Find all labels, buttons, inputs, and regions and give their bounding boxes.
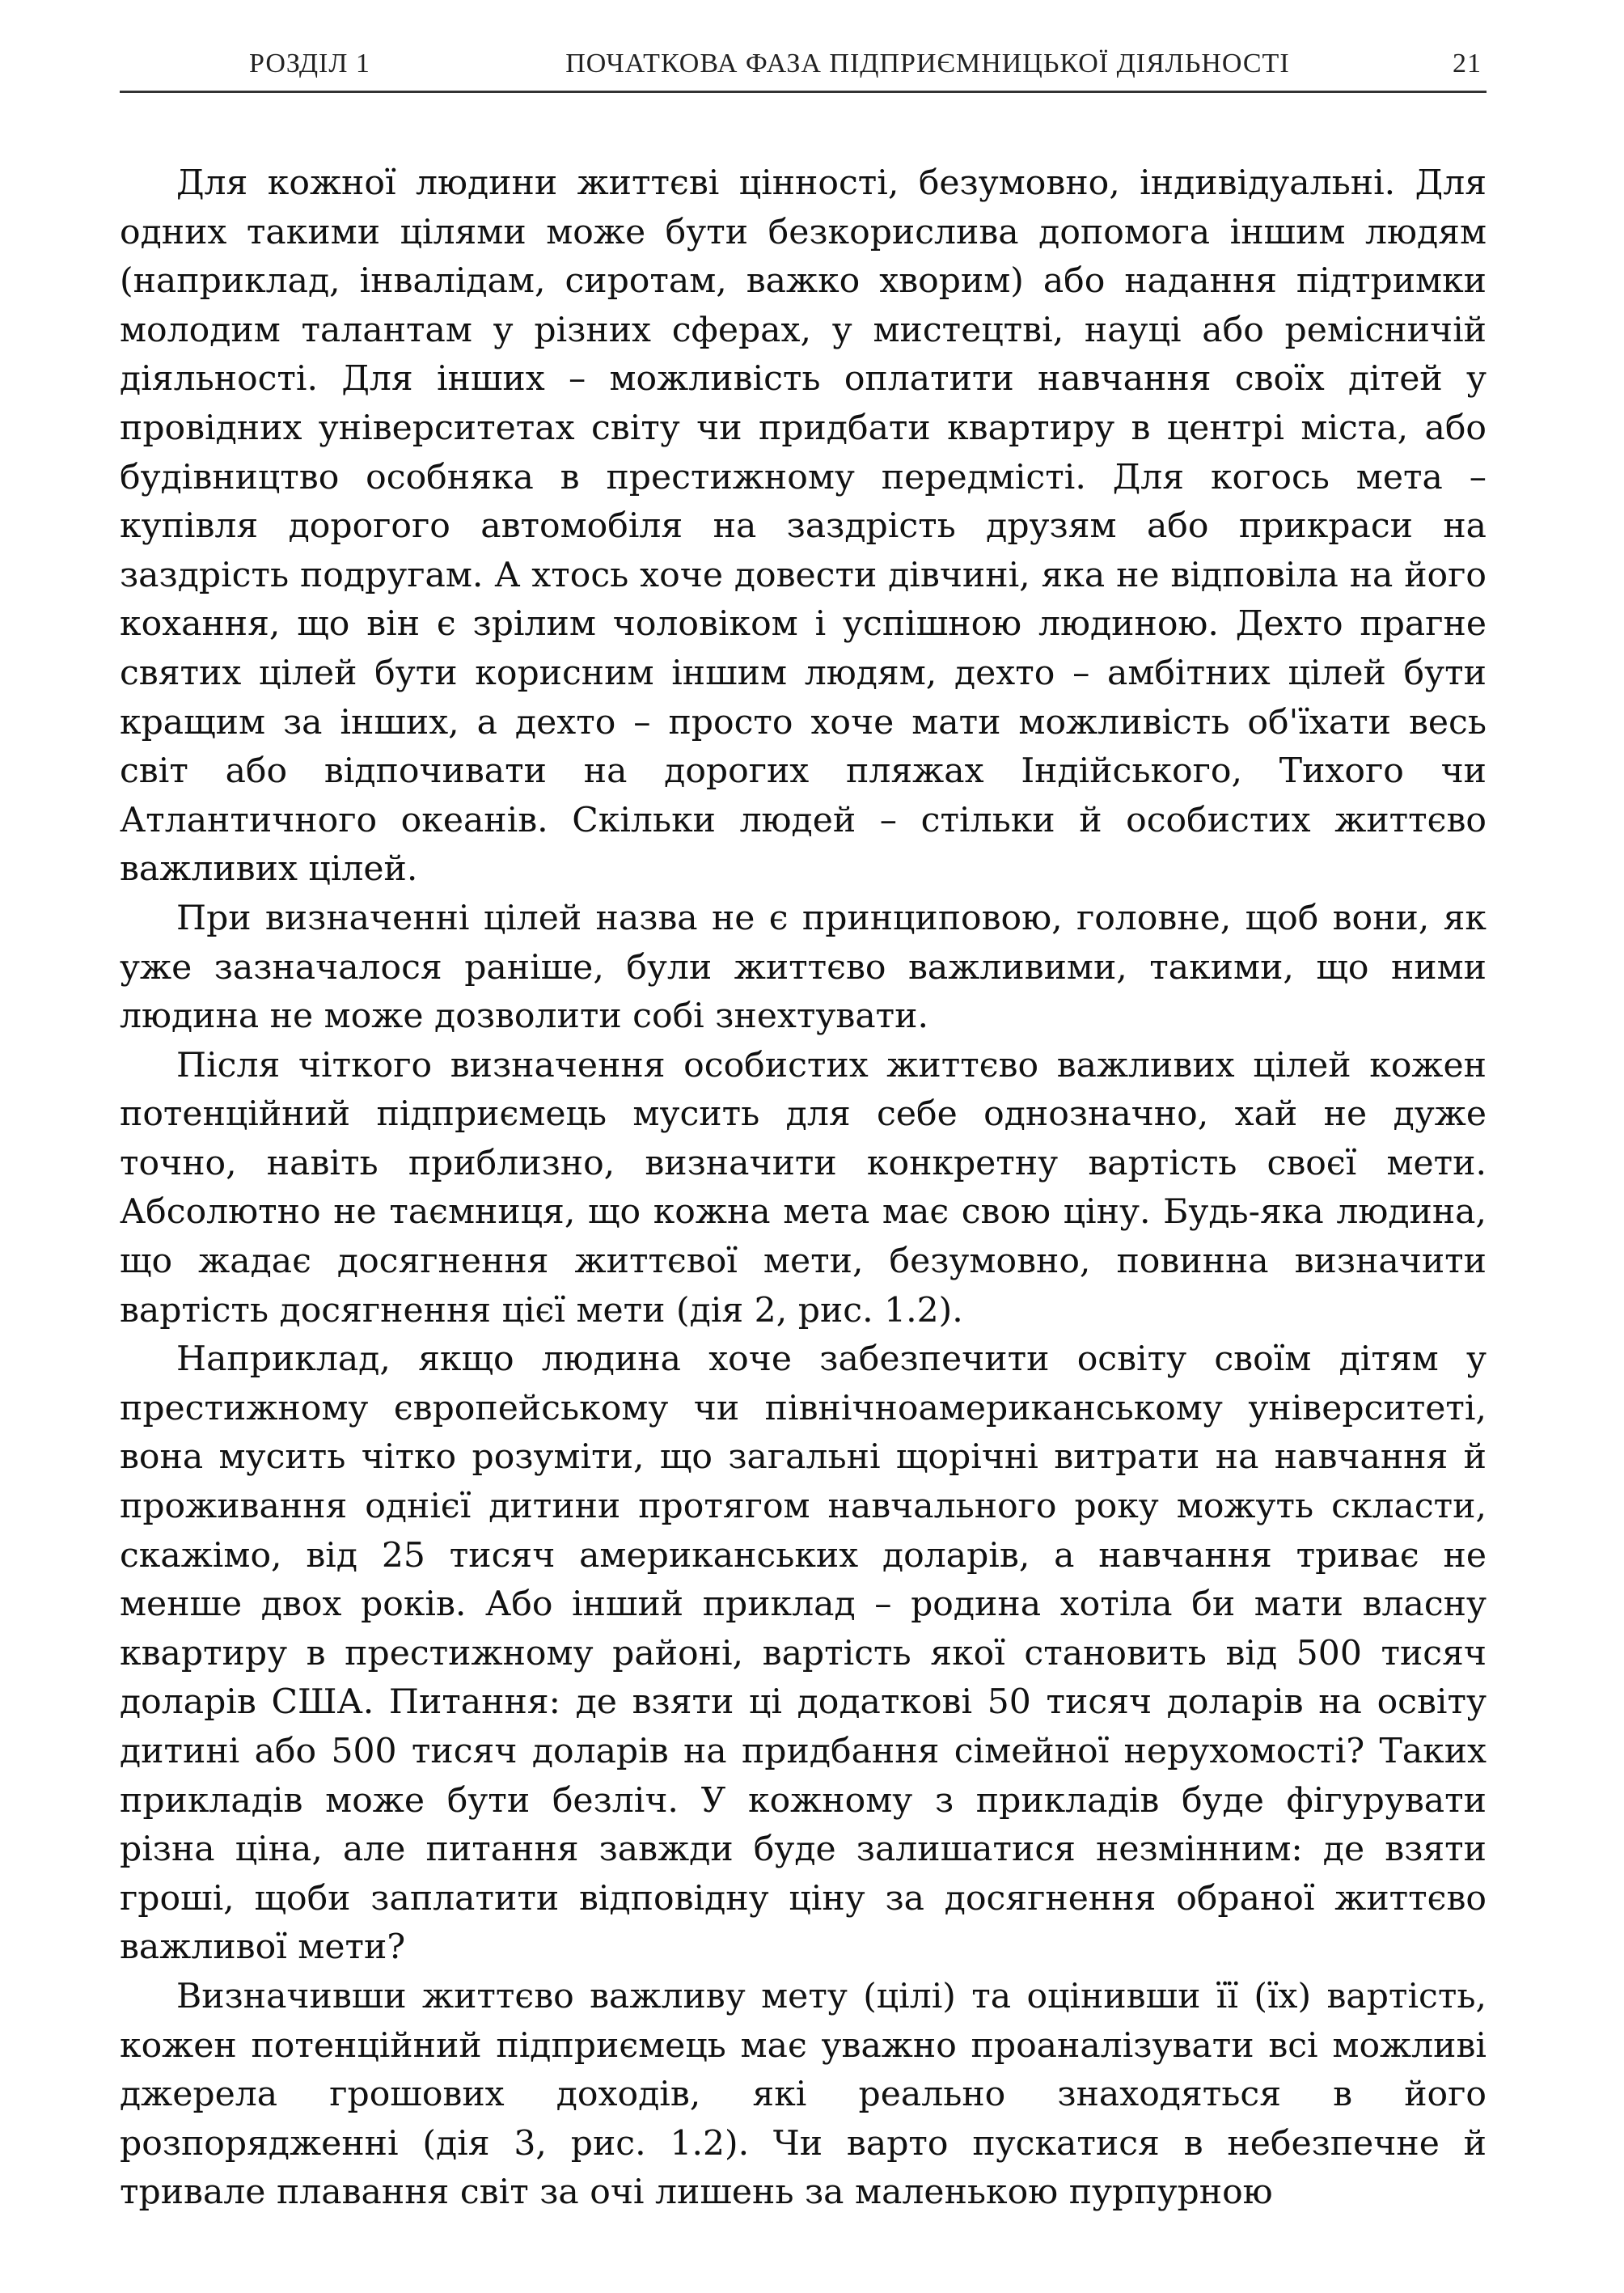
running-header: [120, 49, 1487, 93]
paragraph: Наприклад, якщо людина хоче забезпечити освіту своїм дітям у престижному європейському чи північноамериканському університеті, вона мусить чітко розуміти, що загальні щорічні витрати на навчання й проживання однієї дитини протягом навчального року можуть скласти, скажімо, від 25 тисяч американських доларів, а навчання триває не менше двох років. Або інший приклад – родина хотіла би мати власну квартиру в престижному районі, вартість якої становить від 500 тисяч доларів США. Питання: де взяти ці додаткові 50 тисяч доларів на освіту дитині або 500 тисяч доларів на придбання сімейної нерухомості? Таких прикладів може бути безліч. У кожному з прикладів буде фігурувати різна ціна, але питання завжди буде залишатися незмінним: де взяти гроші, щоби заплатити відповідну ціну за досягнення обраної життєво важливої мети?: [120, 1339, 1487, 1968]
page-number: 21: [1453, 49, 1482, 78]
paragraph: Після чіткого визначення особистих життєво важливих цілей кожен потенційний підприємець мусить для себе однозначно, хай не дуже точно, навіть приблизно, визначити конкретну вартість своєї мети. Абсолютно не таємниця, що кожна мета має свою ціну. Будь-яка людина, що жадає досягнення життєвої мети, безумовно, повинна визначити вартість досягнення цієї мети (дія 2, рис. 1.2).: [120, 1045, 1487, 1331]
chapter-label: РОЗДІЛ 1: [249, 49, 370, 78]
paragraph: При визначенні цілей назва не є принциповою, головне, щоб вони, як уже зазначалося раніше, були життєво важливими, такими, що ними людина не може дозволити собі знехтувати.: [120, 898, 1487, 1037]
book-page: [120, 49, 1487, 2218]
body-text: [120, 159, 1487, 2218]
paragraph: Визначивши життєво важливу мету (цілі) та оцінивши її (їх) вартість, кожен потенційний підприємець має уважно проаналізувати всі можливі джерела грошових доходів, які реально знаходяться в його розпорядженні (дія 3, рис. 1.2). Чи варто пускатися в небезпечне й тривале плавання світ за очі лишень за маленькою пурпурною: [120, 1976, 1487, 2213]
chapter-title: ПОЧАТКОВА ФАЗА ПІДПРИЄМНИЦЬКОЇ ДІЯЛЬНОСТІ: [565, 49, 1290, 78]
paragraph: Для кожної людини життєві цінності, безумовно, індивідуальні. Для одних такими цілями може бути безкорислива допомога іншим людям (наприклад, інвалідам, сиротам, важко хворим) або надання підтримки молодим талантам у різних сферах, у мистецтві, науці або ремісничій діяльності. Для інших – можливість оплатити навчання своїх дітей у провідних університетах світу чи придбати квартиру в центрі міста, або будівництво особняка в престижному передмісті. Для когось мета – купівля дорогого автомобіля на заздрість друзям або прикраси на заздрість подругам. А хтось хоче довести дівчині, яка не відповіла на його кохання, що він є зрілим чоловіком і успішною людиною. Дехто прагне святих цілей бути корисним іншим людям, дехто – амбітних цілей бути кращим за інших, а дехто – просто хоче мати можливість об'їхати весь світ або відпочивати на дорогих пляжах Індійського, Тихого чи Атлантичного океанів. Скільки людей – стільки й особистих життєво важливих цілей.: [120, 163, 1487, 890]
